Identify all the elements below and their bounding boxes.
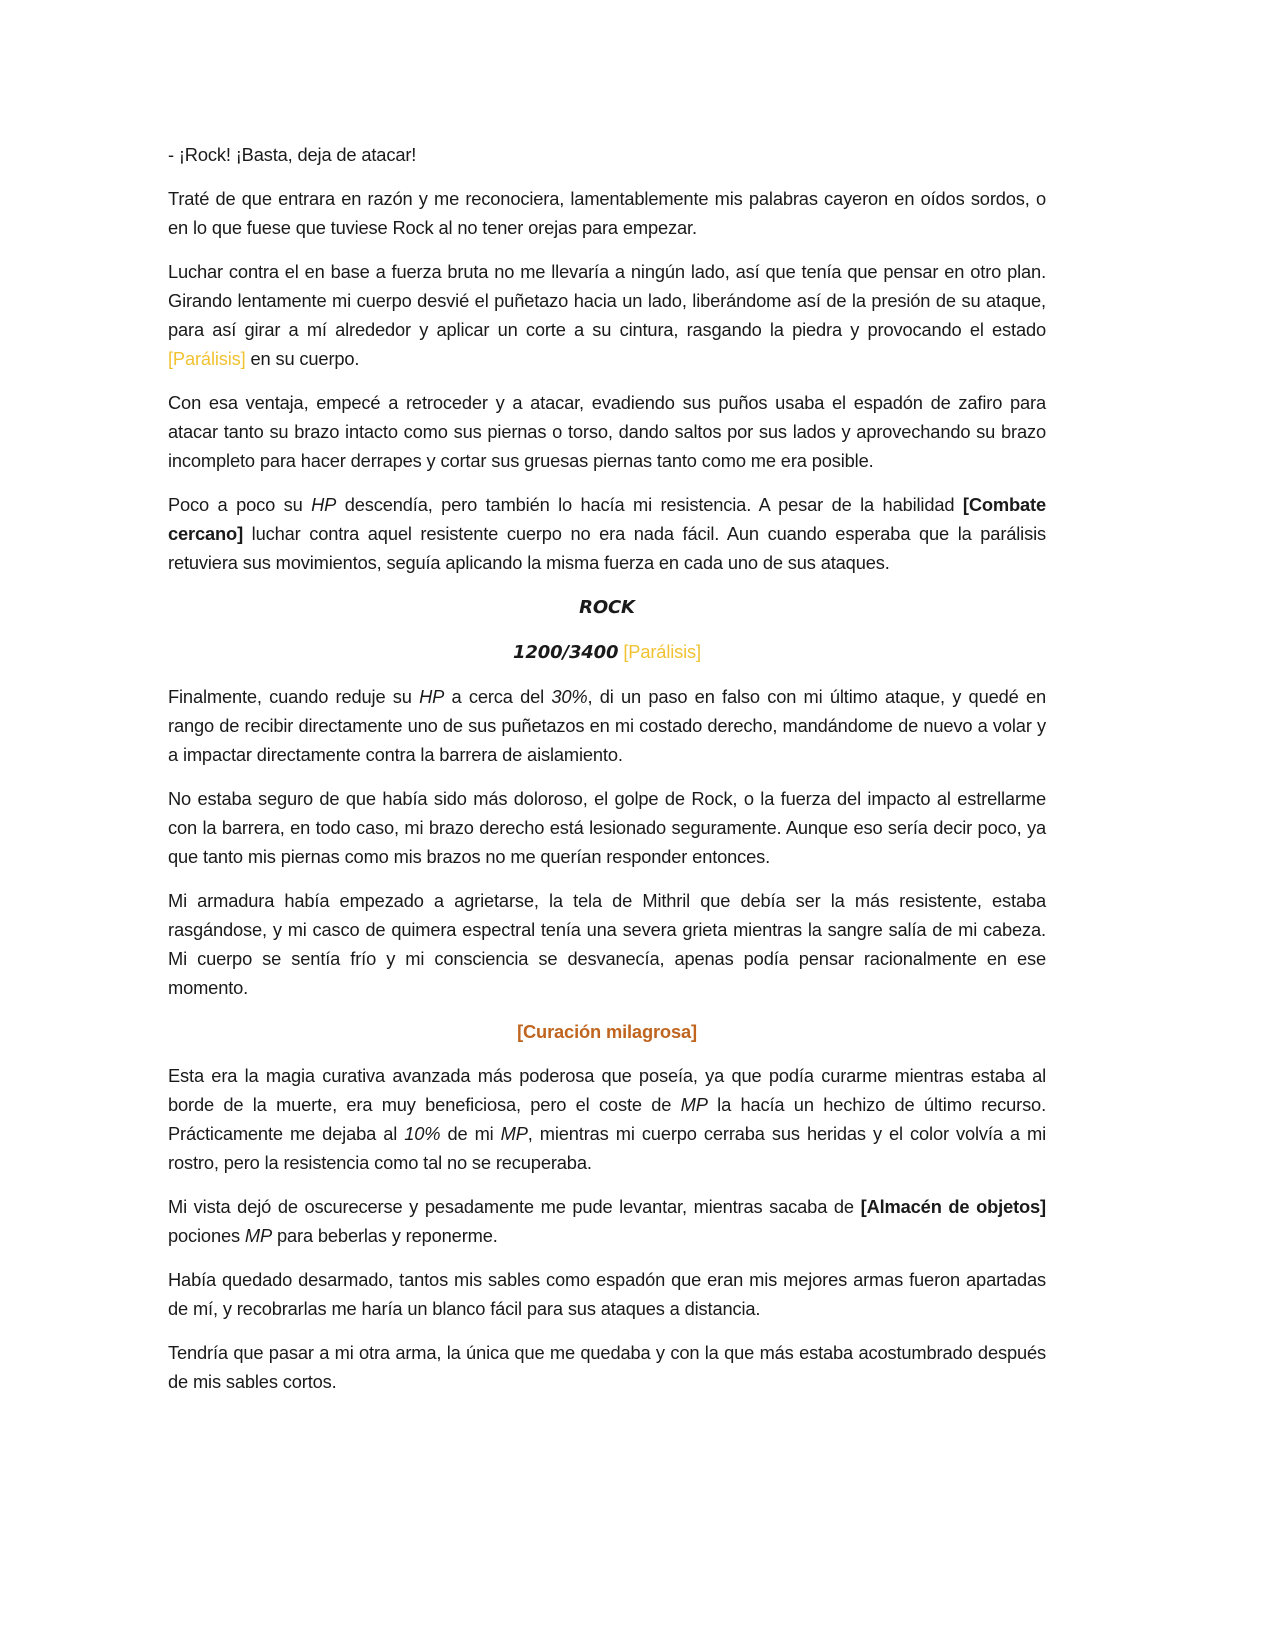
document-page	[168, 140, 1046, 1411]
text-run: HP	[419, 686, 445, 707]
text-run: - ¡Rock! ¡Basta, deja de atacar!	[168, 144, 417, 165]
paragraph	[168, 140, 1046, 169]
text-run: MP	[680, 1094, 708, 1115]
text-run: 10%	[404, 1123, 441, 1144]
text-run: luchar contra aquel resistente cuerpo no era nada fácil. Aun cuando esperaba que la parálisis retuviera sus movimientos, seguía aplicando la misma fuerza en cada uno de sus ataques.	[168, 523, 1046, 573]
text-run: a cerca del	[444, 686, 552, 707]
text-run: pociones	[168, 1225, 245, 1246]
text-run: Tendría que pasar a mi otra arma, la única que me quedaba y con la que más estaba acostumbrado después de mis sables cortos.	[168, 1342, 1046, 1392]
text-run: Había quedado desarmado, tantos mis sables como espadón que eran mis mejores armas fueron apartadas de mí, y recobrarlas me haría un blanco fácil para sus ataques a distancia.	[168, 1269, 1046, 1319]
text-run: Esta era la magia curativa avanzada más poderosa que poseía, ya que podía curarme mientras estaba al borde de la muerte, era muy beneficiosa, pero el coste de	[168, 1065, 1046, 1115]
text-run: , di un paso en falso con mi último ataque, y quedé en rango de recibir directamente uno de sus puñetazos en mi costado derecho, mandándome de nuevo a volar y a impactar directamente contra la barrera de aislamiento.	[168, 686, 1046, 765]
text-run: 30%	[551, 686, 588, 707]
text-run: Luchar contra el en base a fuerza bruta no me llevaría a ningún lado, así que tenía que pensar en otro plan. Girando lentamente mi cuerpo desvié el puñetazo hacia un lado, liberándome así de la presión de su ataque, para así girar a mí alrededor y aplicar un corte a su cintura, rasgando la piedra y provocando el estado	[168, 261, 1046, 340]
centered-heading	[168, 637, 1046, 667]
skill-name: [Almacén de objetos]	[860, 1196, 1046, 1217]
text-run: en su cuerpo.	[245, 348, 360, 369]
text-run: Poco a poco su	[168, 494, 312, 515]
text-run: Finalmente, cuando reduje su	[168, 686, 420, 707]
paragraph	[168, 388, 1046, 475]
centered-heading	[168, 1017, 1046, 1046]
paragraph	[168, 784, 1046, 871]
paragraph	[168, 1061, 1046, 1177]
centered-heading	[168, 592, 1046, 622]
paragraph	[168, 257, 1046, 373]
text-run: 1200/3400	[513, 642, 619, 663]
paragraph	[168, 1192, 1046, 1250]
status-tag: [Parálisis]	[623, 641, 701, 662]
paragraph	[168, 886, 1046, 1002]
skill-title: [Curación milagrosa]	[517, 1021, 697, 1042]
skill-name: [Combate cercano]	[168, 494, 1046, 544]
text-run: MP	[500, 1123, 528, 1144]
text-run: Traté de que entrara en razón y me reconociera, lamentablemente mis palabras cayeron en oídos sordos, o en lo que fuese que tuviese Rock al no tener orejas para empezar.	[168, 188, 1046, 238]
text-run: No estaba seguro de que había sido más doloroso, el golpe de Rock, o la fuerza del impacto al estrellarme con la barrera, en todo caso, mi brazo derecho está lesionado seguramente. Aunque eso sería decir poco, ya que tanto mis piernas como mis brazos no me querían responder entonces.	[168, 788, 1046, 867]
text-run: la hacía un hechizo de último recurso. Prácticamente me dejaba al	[168, 1094, 1047, 1144]
status-tag: [Parálisis]	[168, 348, 246, 369]
text-run: descendía, pero también lo hacía mi resistencia. A pesar de la habilidad	[336, 494, 963, 515]
paragraph	[168, 184, 1046, 242]
paragraph	[168, 1265, 1046, 1323]
text-run: HP	[311, 494, 337, 515]
text-run: para beberlas y reponerme.	[272, 1225, 498, 1246]
text-run: ROCK	[579, 597, 635, 618]
text-run: Mi vista dejó de oscurecerse y pesadamente me pude levantar, mientras sacaba de	[168, 1196, 861, 1217]
paragraph	[168, 682, 1046, 769]
text-run: MP	[244, 1225, 273, 1246]
paragraph	[168, 490, 1046, 577]
text-run: Mi armadura había empezado a agrietarse, la tela de Mithril que debía ser la más resistente, estaba rasgándose, y mi casco de quimera espectral tenía una severa grieta mientras la sangre salía de mi cabeza. Mi cuerpo se sentía frío y mi consciencia se desvanecía, apenas podía pensar racionalmente en ese momento.	[168, 890, 1046, 998]
text-run: de mi	[440, 1123, 501, 1144]
paragraph	[168, 1338, 1046, 1396]
text-run: , mientras mi cuerpo cerraba sus heridas y el color volvía a mi rostro, pero la resistencia como tal no se recuperaba.	[168, 1123, 1047, 1173]
text-run: Con esa ventaja, empecé a retroceder y a atacar, evadiendo sus puños usaba el espadón de zafiro para atacar tanto su brazo intacto como sus piernas o torso, dando saltos por sus lados y aprovechando su brazo incompleto para hacer derrapes y cortar sus gruesas piernas tanto como me era posible.	[168, 392, 1046, 471]
